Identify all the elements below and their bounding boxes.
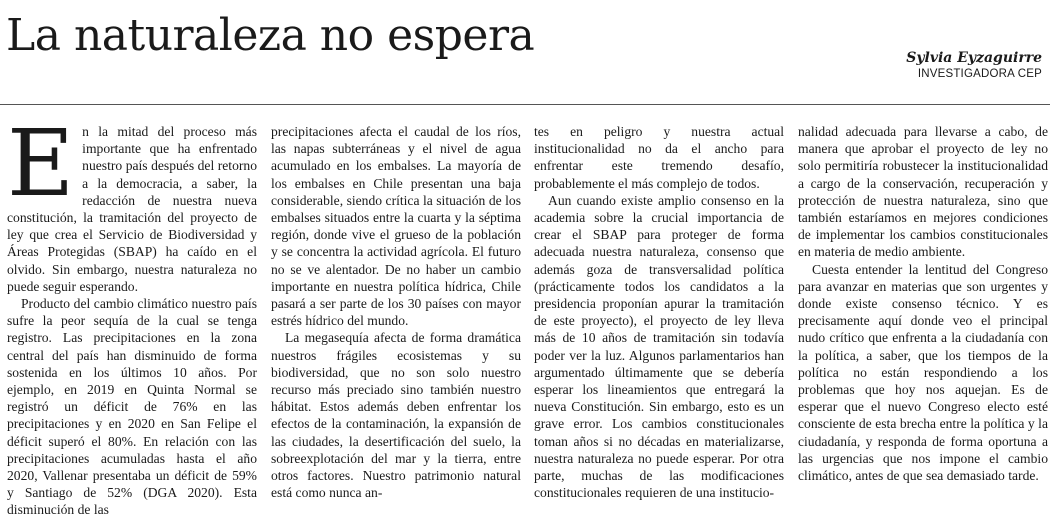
article-column-3 [534, 123, 784, 501]
article-column-1 [7, 110, 257, 518]
article-paragraph: La megasequía afecta de forma dramática nuestros frágiles ecosistemas y su biodiversidad, que no son solo nuestro recurso más preciado sino también nuestro hábitat. Estos además deben enfrentar los efectos de la contaminación, la expansión de las ciudades, la desertificación del suelo, la sobreexplotación del mar y la tierra, entre otros factores. Nuestro patrimonio natural está como nunca an- [271, 330, 521, 501]
article-paragraph: Producto del cambio climático nuestro país sufre la peor sequía de la cual se tenga registro. Las precipitaciones en la zona central del país han disminuido de forma sostenida en los últimos 10 años. Por ejemplo, en 2019 en Quinta Normal se registró un déficit de 76% en las precipitaciones y en 2020 en San Felipe el déficit superó el 80%. En relación con las precipitaciones acumuladas hasta el año 2020, Vallenar presentaba un déficit de 59% y Santiago de 52% (DGA 2020). Esta disminución de las [7, 296, 257, 518]
article-paragraph [7, 110, 257, 295]
article-paragraph: Cuesta entender la lentitud del Congreso para avanzar en materias que son urgentes y donde existe consenso técnico. Y es precisamente aquí donde veo el principal nudo crítico que enfrenta a la ciudadanía con la política, a saber, que los tiempos de la política no están respondiendo a los problemas que hoy nos aquejan. Es de esperar que el nuevo Congreso electo esté consciente de esta brecha entre la política y la ciudadanía, y responda de forma oportuna a las urgencias que nos impone el cambio climático, antes de que sea demasiado tarde. [798, 261, 1048, 484]
article-column-2 [271, 123, 521, 501]
article-paragraph: tes en peligro y nuestra actual institucionalidad no da el ancho para enfrentar este tremendo desafío, probablemente el más complejo de todos. [534, 124, 784, 191]
drop-cap: E [7, 110, 75, 217]
article-paragraph: Aun cuando existe amplio consenso en la academia sobre la crucial importancia de crear el SBAP para proteger de forma adecuada nuestra naturaleza, consenso que además goza de transversalidad política (prácticamente todos los candidatos a la presidencia proponían apurar la tramitación de este proyecto), el proyecto de ley lleva más de 10 años de tramitación sin todavía poder ver la luz. Algunos parlamentarios han argumentado últimamente que se debería esperar los lineamientos que entregará la nueva Constitución. Sin embargo, esto es un grave error. Los cambios constitucionales toman años si no décadas en materializarse, nuestra naturaleza no puede esperar. Por otra parte, muchas de las modificaciones constitucionales requieren de una institucio- [534, 192, 784, 501]
paragraph-text: n la mitad del proceso más importante que ha enfrentado nuestro país después del retorno a la democracia, a saber, la redacción de nuestra nueva constitución, la tramitación del proyecto de ley que crea el Servicio de Biodiversidad y Áreas Protegidas (SBAP) ha caído en el olvido. Sin embargo, nuestra naturaleza no puede seguir esperando. [7, 124, 257, 294]
article-paragraph: precipitaciones afecta el caudal de los ríos, las napas subterráneas y el nivel de agua acumulado en los embalses. La mayoría de los embalses en Chile presentan una baja considerable, siendo crítica la situación de los embalses situados entre la cuarta y la séptima región, donde vive el grueso de la población y se concentra la actividad agrícola. El futuro no se ve alentador. De no haber un cambio importante en nuestra política hídrica, Chile pasará a ser parte de los 30 países con mayor estrés hídrico del mundo. [271, 124, 521, 329]
article-title: La naturaleza no espera [6, 10, 535, 61]
author-name: Sylvia Eyzaguirre [906, 50, 1042, 66]
article-paragraph: nalidad adecuada para llevarse a cabo, de manera que aprobar el proyecto de ley no solo permitiría robustecer la institucionalidad a cargo de la conservación, recuperación y protección de nuestra naturaleza, sino que también estaríamos en mejores condiciones de implementar los cambios constitucionales en materia de medio ambiente. [798, 124, 1048, 260]
article-column-4 [798, 123, 1048, 484]
byline [906, 49, 1042, 82]
header-divider [0, 104, 1050, 105]
author-role: INVESTIGADORA CEP [917, 68, 1042, 80]
